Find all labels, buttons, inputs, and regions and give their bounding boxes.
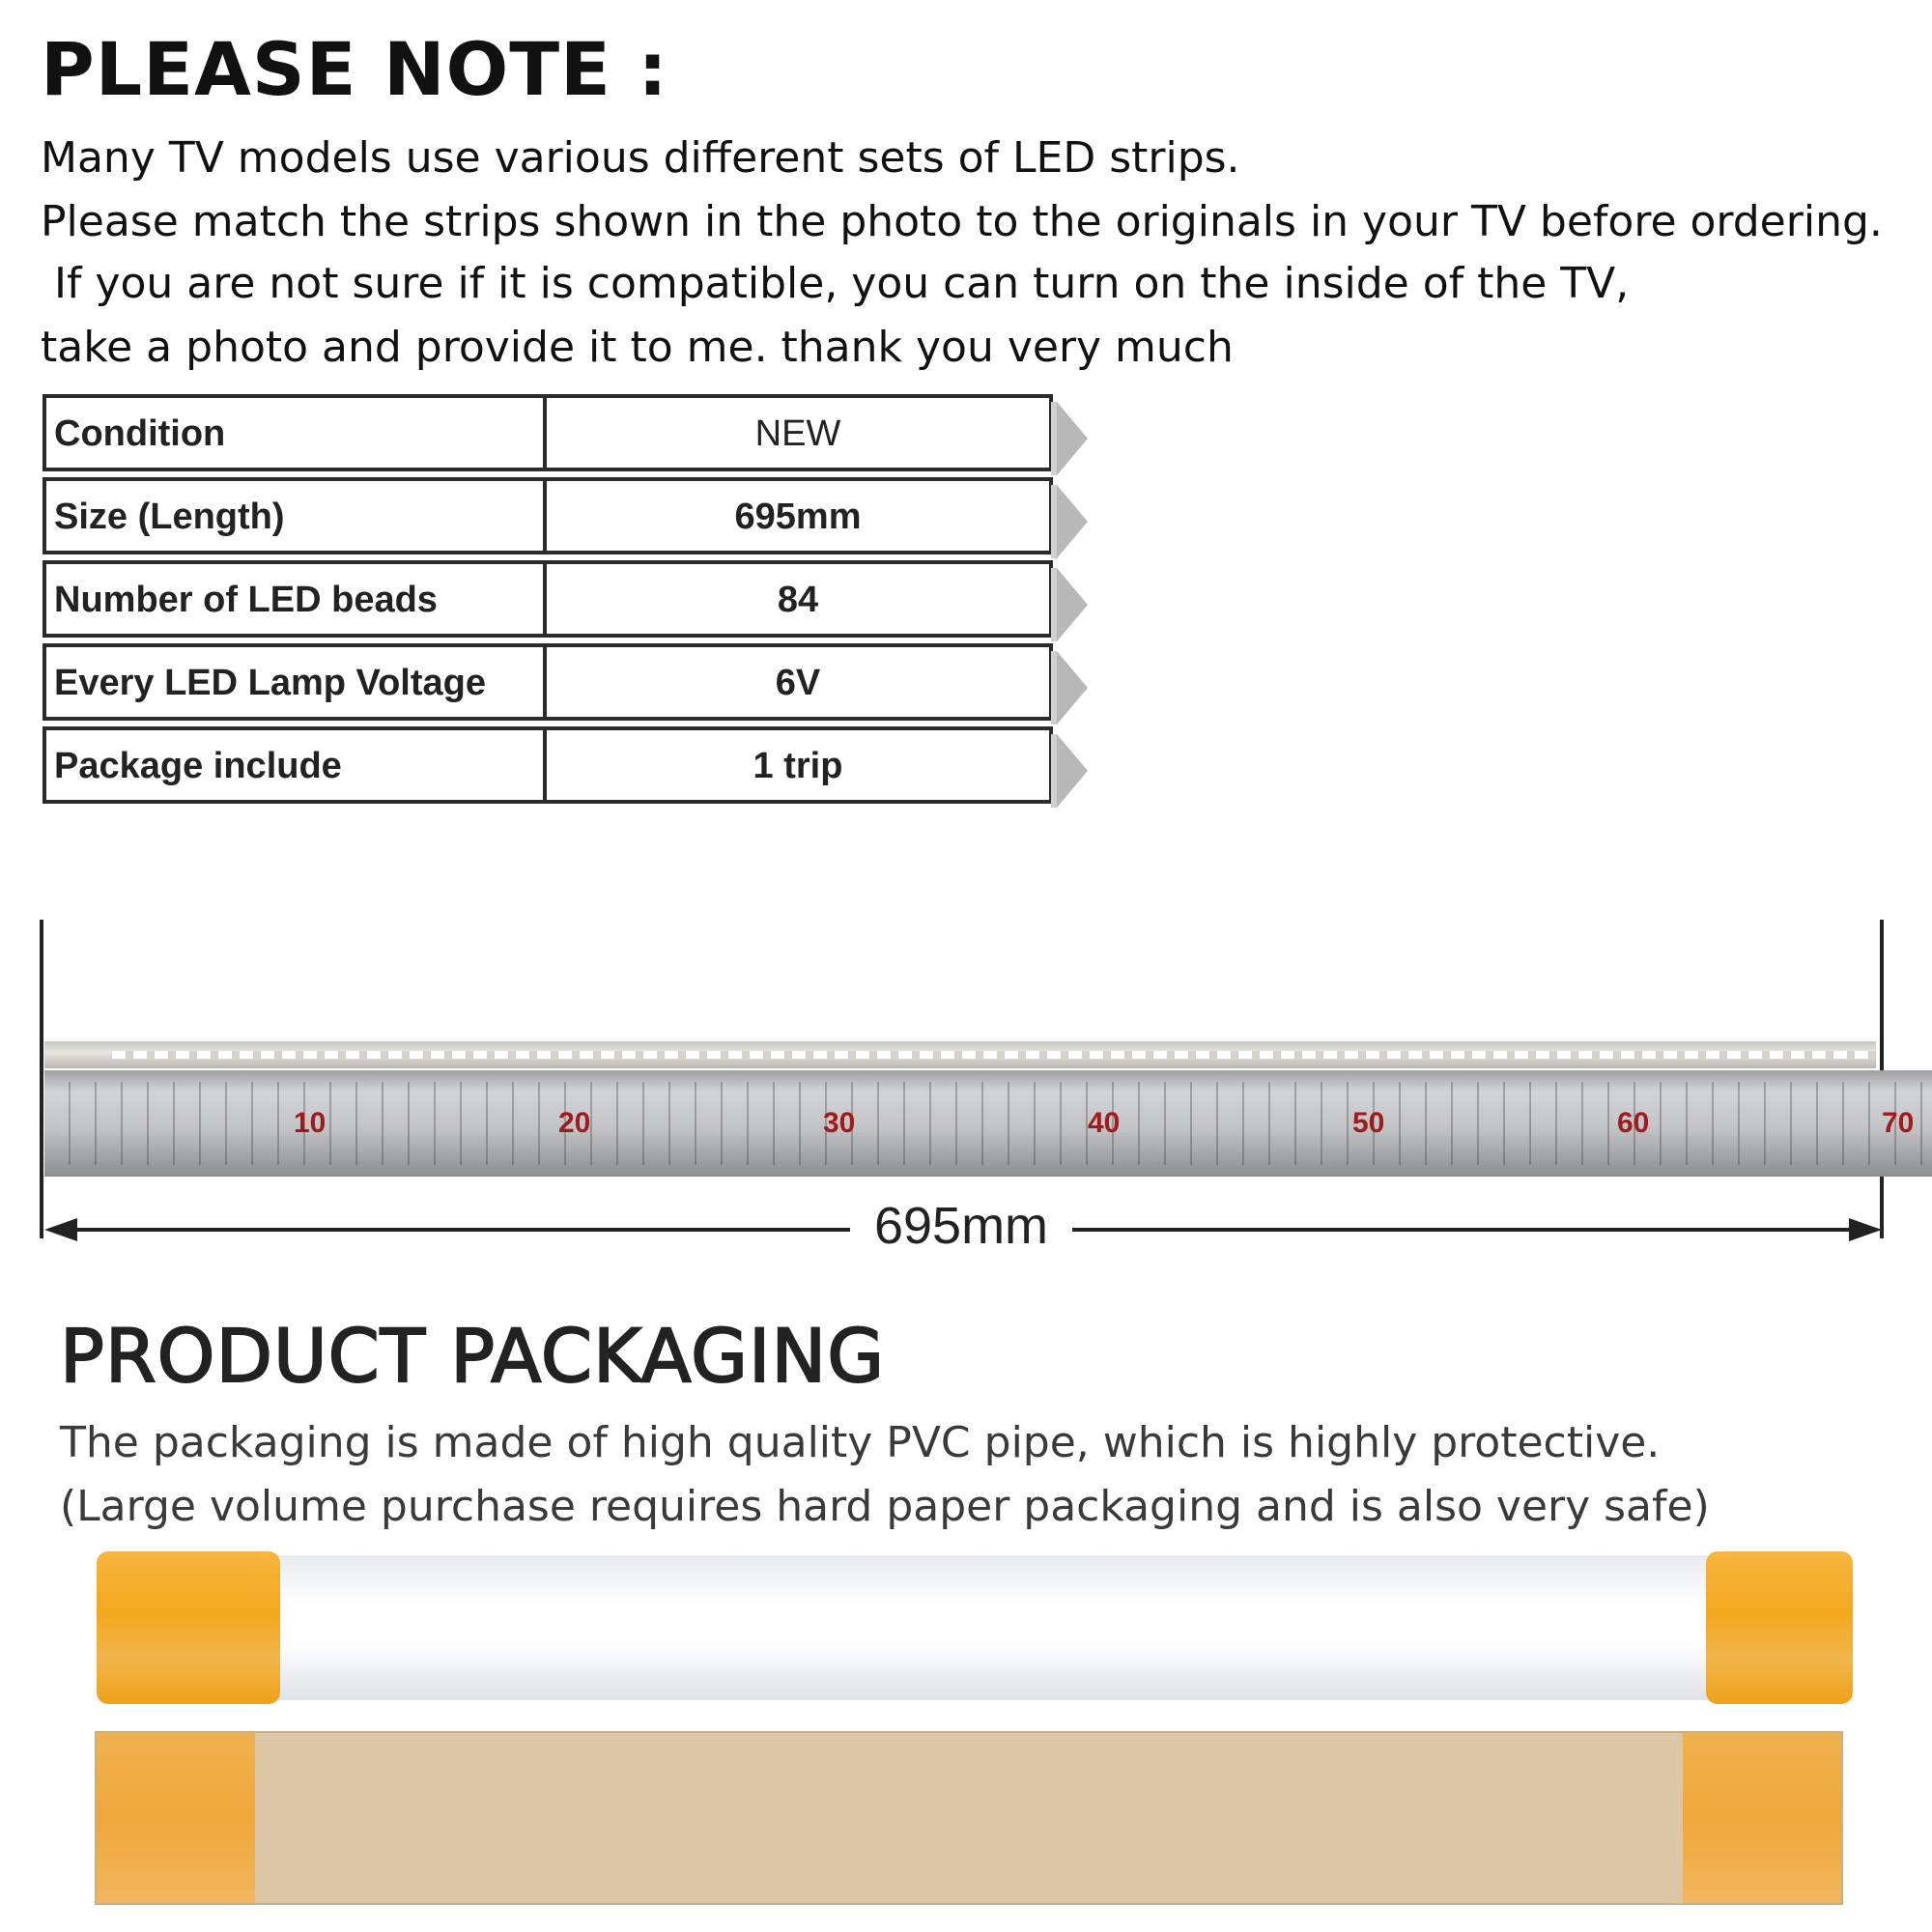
spec-value: NEW <box>754 413 841 454</box>
led-beads <box>112 1051 1876 1059</box>
spec-value: 6V <box>775 663 821 703</box>
packaging-line-2: (Large volume purchase requires hard paper packaging and is also very safe) <box>60 1482 1710 1531</box>
spec-label-cell <box>43 560 543 638</box>
spec-value: 695mm <box>734 497 862 537</box>
row-arrow-icon <box>1057 568 1088 641</box>
ruler-label-10: 10 <box>294 1107 327 1139</box>
paper-box-package <box>95 1731 1843 1905</box>
spec-label: Number of LED beads <box>54 580 438 620</box>
measure-boundary-left <box>40 920 43 1238</box>
row-arrow-icon <box>1057 734 1088 808</box>
tape-left <box>97 1551 280 1704</box>
note-line-2: Please match the strips shown in the photo to the originals in your TV before ordering. <box>41 197 1883 246</box>
spec-row-package <box>43 726 1053 800</box>
spec-row-led-beads <box>43 560 1053 634</box>
ruler <box>44 1070 1932 1177</box>
spec-label: Package include <box>54 746 342 786</box>
spec-value-cell <box>543 560 1053 638</box>
arrow-right-icon <box>1849 1218 1882 1241</box>
ruler-label-40: 40 <box>1088 1107 1121 1139</box>
tape-right <box>1683 1733 1841 1903</box>
note-line-3: If you are not sure if it is compatible, you can turn on the inside of the TV, <box>41 259 1630 308</box>
packaging-line-1: The packaging is made of high quality PVC pipe, which is highly protective. <box>60 1418 1661 1467</box>
ruler-label-20: 20 <box>558 1107 591 1139</box>
spec-label-cell <box>43 477 543 554</box>
ruler-label-50: 50 <box>1352 1107 1385 1139</box>
row-arrow-icon <box>1057 651 1088 724</box>
tape-right <box>1706 1551 1853 1704</box>
ruler-label-30: 30 <box>823 1107 856 1139</box>
spec-value: 1 trip <box>753 746 843 786</box>
spec-value-cell <box>543 643 1053 721</box>
spec-label-cell <box>43 726 543 804</box>
spec-label: Condition <box>54 413 226 454</box>
row-arrow-icon <box>1057 402 1088 475</box>
spec-row-condition <box>43 394 1053 468</box>
ruler-label-70: 70 <box>1882 1107 1915 1139</box>
led-strip <box>44 1041 1876 1068</box>
arrow-left-icon <box>44 1218 77 1241</box>
row-arrow-icon <box>1057 485 1088 558</box>
spec-value: 84 <box>777 580 819 620</box>
spec-value-cell <box>543 477 1053 554</box>
spec-label-cell <box>43 643 543 721</box>
spec-label: Every LED Lamp Voltage <box>54 663 486 703</box>
spec-row-voltage <box>43 643 1053 717</box>
packaging-title: PRODUCT PACKAGING <box>60 1313 886 1399</box>
spec-label-cell <box>43 394 543 471</box>
tape-left <box>97 1733 255 1903</box>
spec-label: Size (Length) <box>54 497 285 537</box>
dimension-label: 695mm <box>850 1196 1072 1256</box>
spec-value-cell <box>543 726 1053 804</box>
note-line-4: take a photo and provide it to me. thank you very much <box>41 323 1234 372</box>
spec-value-cell <box>543 394 1053 471</box>
ruler-label-60: 60 <box>1617 1107 1650 1139</box>
pvc-pipe-package <box>97 1555 1853 1700</box>
spec-row-size <box>43 477 1053 551</box>
note-line-1: Many TV models use various different sets of LED strips. <box>41 133 1240 183</box>
note-title: PLEASE NOTE : <box>41 26 668 112</box>
